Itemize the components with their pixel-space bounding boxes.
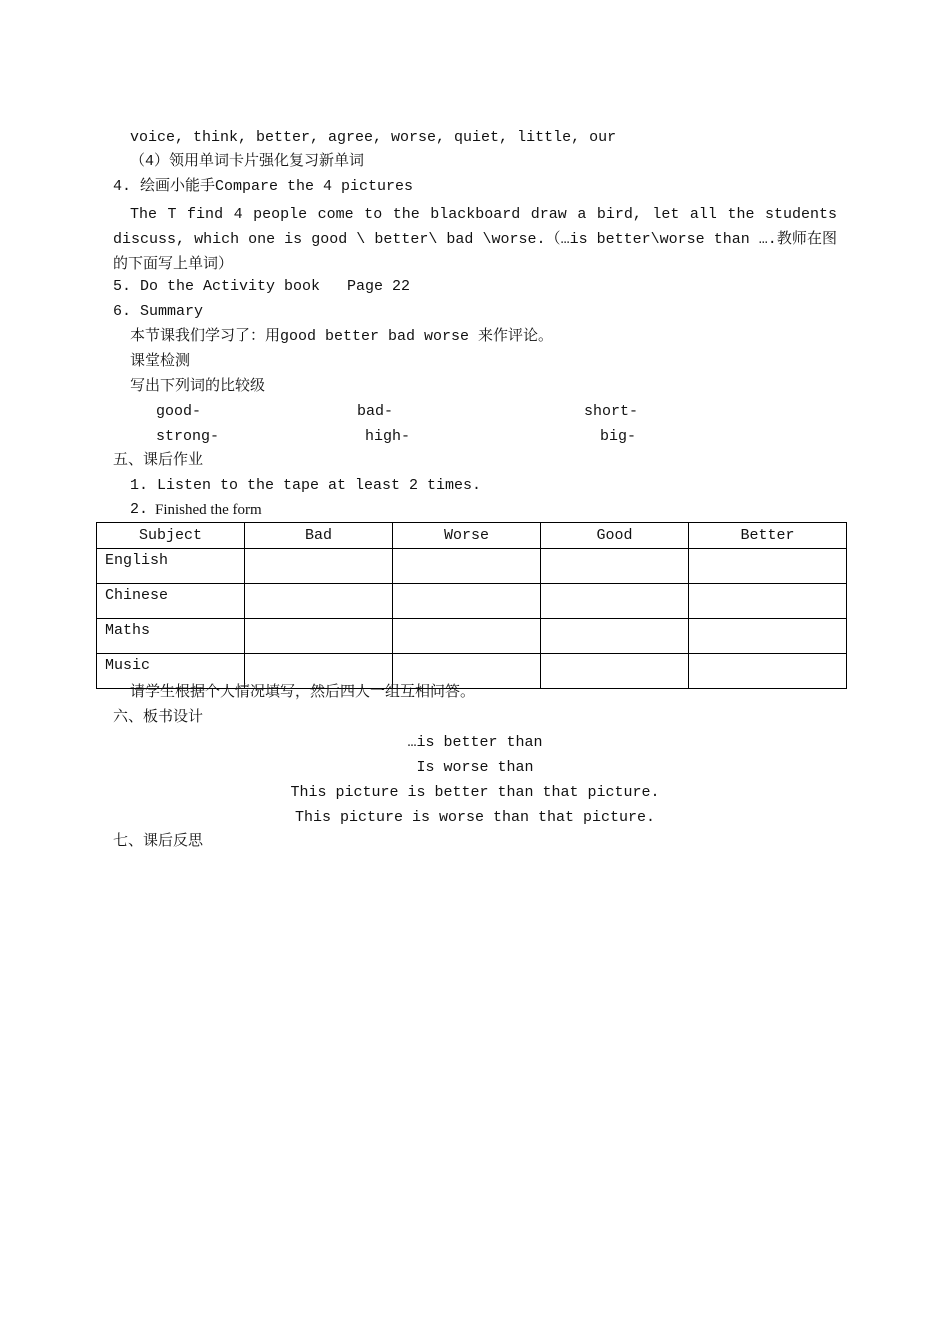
homework-item-2-number: 2. xyxy=(130,501,149,518)
table-header: Better xyxy=(689,523,847,549)
word-short: short- xyxy=(584,403,639,420)
table-cell xyxy=(541,654,689,689)
board-line-1: …is better than xyxy=(407,734,543,751)
summary-text: 本节课我们学习了：用good better bad worse 来作评论。 xyxy=(130,328,554,345)
table-cell xyxy=(393,549,541,584)
word-good: good- xyxy=(156,403,202,420)
table-cell xyxy=(689,619,847,654)
board-line-4: This picture is worse than that picture. xyxy=(294,809,656,826)
word-strong: strong- xyxy=(156,428,220,445)
homework-form-table xyxy=(96,522,847,689)
table-cell xyxy=(393,584,541,619)
table-cell xyxy=(393,619,541,654)
table-instruction: 请学生根据个人情况填写，然后四人一组互相问答。 xyxy=(130,684,476,701)
table-header: Good xyxy=(541,523,689,549)
table-header: Worse xyxy=(393,523,541,549)
table-cell xyxy=(689,584,847,619)
homework-item-1: 1. Listen to the tape at least 2 times. xyxy=(130,477,482,494)
section-6-heading: 六、板书设计 xyxy=(113,709,204,726)
vocab-line: voice, think, better, agree, worse, quiet, little, our xyxy=(130,129,617,146)
word-bad: bad- xyxy=(357,403,394,420)
word-high: high- xyxy=(365,428,411,445)
step-review-words: （4）领用单词卡片强化复习新单词 xyxy=(130,153,365,170)
table-header-row xyxy=(97,523,847,549)
board-line-3: This picture is better than that picture. xyxy=(290,784,660,801)
board-line-2: Is worse than xyxy=(416,759,534,776)
table-cell xyxy=(245,619,393,654)
section-5-heading: 五、课后作业 xyxy=(113,452,204,469)
table-cell xyxy=(245,584,393,619)
table-cell xyxy=(245,549,393,584)
table-cell-subject: Chinese xyxy=(97,584,245,619)
step-5-heading: 5. Do the Activity book Page 22 xyxy=(113,278,411,295)
step-4-description: The T find 4 people come to the blackboard draw a bird, let all the students discuss, which one is good \ better\ bad \worse.（…is better\worse than ….教师在图的下面写上单词） xyxy=(113,206,837,273)
table-cell xyxy=(541,584,689,619)
table-row xyxy=(97,549,847,584)
table-cell xyxy=(541,619,689,654)
table-cell-subject: Music xyxy=(97,654,245,689)
table-row xyxy=(97,619,847,654)
step-6-heading: 6. Summary xyxy=(113,303,204,320)
class-test-heading: 课堂检测 xyxy=(130,353,191,370)
word-big: big- xyxy=(600,428,637,445)
table-cell-subject: English xyxy=(97,549,245,584)
table-cell-subject: Maths xyxy=(97,619,245,654)
table-cell xyxy=(541,549,689,584)
section-7-heading: 七、课后反思 xyxy=(113,833,204,850)
table-cell xyxy=(689,549,847,584)
table-cell xyxy=(689,654,847,689)
comparative-task: 写出下列词的比较级 xyxy=(130,378,266,395)
table-header: Subject xyxy=(97,523,245,549)
table-row xyxy=(97,584,847,619)
step-4-heading: 4. 绘画小能手Compare the 4 pictures xyxy=(113,178,414,195)
homework-item-2-text: Finished the form xyxy=(155,502,262,518)
table-header: Bad xyxy=(245,523,393,549)
